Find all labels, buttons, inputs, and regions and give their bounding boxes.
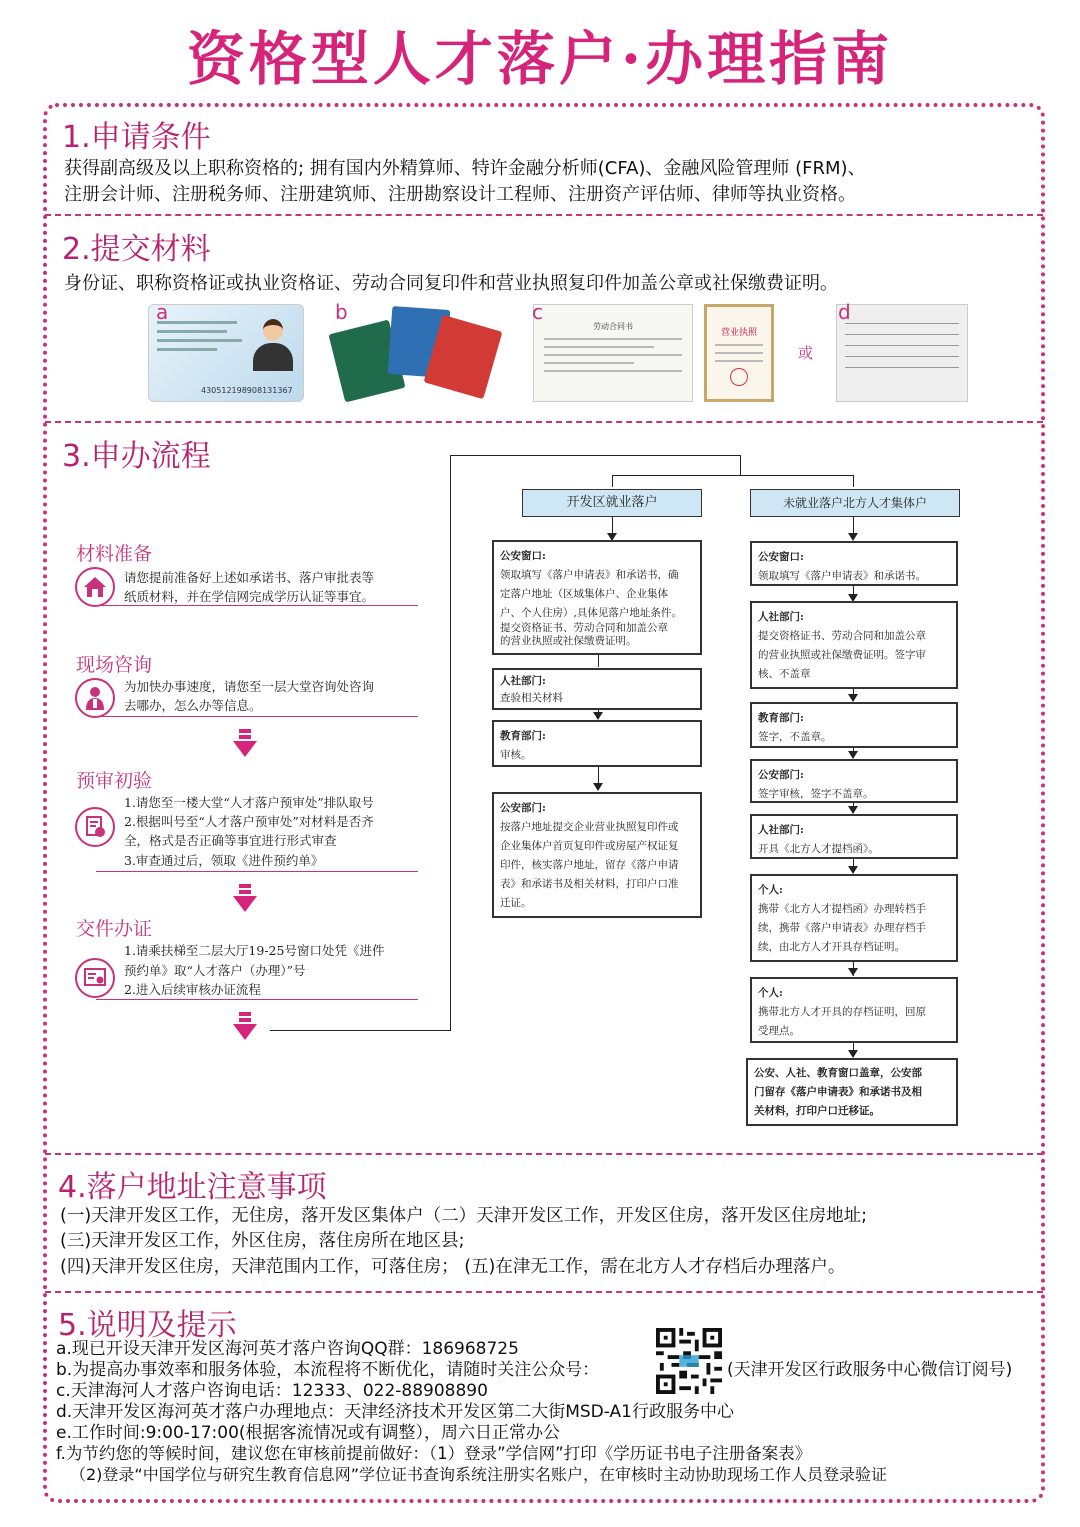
- step-text: 2.根据叫号至“人才落户预审处”对材料是否齐: [124, 814, 374, 829]
- flow-box-title: 公安窗口:: [758, 551, 804, 563]
- section-2-title: 2.提交材料: [62, 232, 211, 267]
- section-divider: [45, 1153, 1043, 1155]
- flow-box-line: 提交资格证书、劳动合同和加盖公章: [758, 630, 926, 642]
- connector-line: [450, 455, 451, 1031]
- flow-box-line: 携带《北方人才提档函》办理转档手: [758, 903, 926, 915]
- section-2-text: 身份证、职称资格证或执业资格证、劳动合同复印件和营业执照复印件加盖公章或社保缴费证明。: [64, 273, 838, 294]
- section-4-title: 4.落户地址注意事项: [58, 1170, 327, 1205]
- flow-box-personal: [750, 874, 958, 962]
- page-title: 资格型人才落户·办理指南: [186, 25, 894, 93]
- step-text: 预约单》取“人才落户（办理）”号: [124, 963, 306, 978]
- arrow-icon: [848, 1050, 858, 1058]
- flow-box-title: 公安部门:: [500, 802, 546, 814]
- qr-code-icon[interactable]: [655, 1328, 723, 1394]
- flow-box-hr: [750, 601, 958, 689]
- flow-box-line: 携带北方人才开具的存档证明，回原: [758, 1006, 926, 1018]
- flow-box-police-window: [750, 541, 958, 586]
- flow-box-line: 审核。: [500, 749, 532, 761]
- step-title-prepare: 材料准备: [76, 543, 153, 565]
- flow-box-line: 领取填写《落户申请表》和承诺书，确: [500, 569, 679, 581]
- flow-box-title: 人社部门:: [758, 824, 804, 836]
- certificate-books-photo: [332, 304, 500, 400]
- flow-box-line: 领取填写《落户申请表》和承诺书。: [758, 570, 926, 582]
- flow-box-line: 门留存《落户申请表》和承诺书及相: [754, 1086, 922, 1098]
- step-text: 为加快办事速度，请您至一层大堂咨询处咨询: [124, 679, 375, 694]
- material-label-d: d: [838, 300, 851, 324]
- arrow-icon: [848, 806, 858, 814]
- contract-title: 劳动合同书: [593, 322, 633, 331]
- connector-line: [612, 475, 853, 476]
- step-title-precheck: 预审初验: [76, 770, 153, 792]
- arrow-icon: [848, 533, 858, 541]
- flow-box-line: 按落户地址提交企业营业执照复印件或: [500, 821, 679, 833]
- step-text: 2.进入后续审核办证流程: [124, 982, 261, 997]
- section-4-line: (一)天津开发区工作，无住房，落开发区集体户（二）天津开发区工作，开发区住房，落开发区住房地址;: [60, 1206, 868, 1226]
- flow-box-police-window: [492, 540, 702, 655]
- connector-line: [270, 1030, 450, 1031]
- note-line: f.为节约您的等候时间，建议您在审核前提前做好：（1）登录”学信网”打印《学历证书电子注册备案表》: [56, 1444, 812, 1463]
- flow-box-hr-letter: [750, 814, 958, 859]
- section-4-line: (四)天津开发区住房，天津范围内工作，可落住房； (五)在津无工作，需在北方人才存档后办理落户。: [60, 1257, 846, 1277]
- flow-box-line: 签字审核，签字不盖章。: [758, 788, 874, 800]
- note-line: b.为提高办事效率和服务体验，本流程将不断优化，请随时关注公众号：: [56, 1360, 600, 1380]
- material-label-c: c: [532, 300, 543, 324]
- id-card-photo: [148, 304, 304, 402]
- flow-head-dev-zone: 开发区就业落户: [522, 489, 702, 517]
- flow-box-line: 关材料，打印户口迁移证。: [754, 1105, 880, 1117]
- flow-box-line: 表》和承诺书及相关材料，打印户口准: [500, 878, 679, 890]
- flow-box-public-security: [750, 759, 958, 803]
- section-5-title: 5.说明及提示: [58, 1308, 237, 1343]
- flow-box-education: [750, 702, 958, 748]
- flow-box-title: 个人:: [758, 987, 783, 999]
- connector-line: [598, 655, 599, 667]
- id-card-number: 430512198908131367: [201, 386, 293, 395]
- section-4-line: (三)天津开发区工作，外区住房，落住房所在地区县;: [60, 1231, 465, 1251]
- flow-box-line: 续，携带《落户申请表》办理存档手: [758, 922, 926, 934]
- down-arrow-icon: [232, 729, 258, 759]
- step-text: 3.审查通过后，领取《进件预约单》: [124, 853, 324, 868]
- arrow-icon: [848, 751, 858, 759]
- flow-box-line: 核、不盖章: [758, 668, 811, 680]
- document-check-icon: [75, 807, 115, 847]
- flow-box-line: 迁证。: [500, 897, 532, 909]
- flow-box-personal-return: [750, 977, 958, 1043]
- flow-box-line: 签字，不盖章。: [758, 731, 832, 743]
- section-divider: [45, 421, 1043, 423]
- section-1-line: 注册会计师、注册税务师、注册建筑师、注册勘察设计工程师、注册资产评估师、律师等执业资格。: [64, 184, 856, 205]
- step-underline: [96, 871, 418, 872]
- step-title-submit: 交件办证: [76, 918, 153, 940]
- flow-box-title: 人社部门:: [758, 611, 804, 623]
- connector-line: [450, 455, 740, 456]
- flow-box-public-security: [492, 792, 702, 918]
- note-line: e.工作时间:9:00-17:00(根据客流情况或有调整），周六日正常办公: [56, 1423, 561, 1443]
- house-icon: [75, 567, 115, 607]
- flow-box-title: 个人:: [758, 884, 783, 896]
- avatar: [253, 319, 293, 371]
- flow-box-line: 定落户地址（区域集体户、企业集体: [500, 588, 668, 600]
- flow-box-line: 提交资格证书、劳动合同和加盖公章: [500, 622, 668, 634]
- step-text: 请您提前准备好上述如承诺书、落户审批表等: [124, 570, 375, 585]
- arrow-icon: [593, 712, 603, 720]
- flow-box-line: 查验相关材料: [500, 692, 563, 704]
- down-arrow-icon: [232, 884, 258, 914]
- flow-box-title: 教育部门:: [500, 730, 546, 742]
- business-license-photo: [704, 304, 774, 402]
- flow-box-line: 的营业执照或社保缴费证明。签字审: [758, 649, 926, 661]
- flow-box-title: 公安部门:: [758, 769, 804, 781]
- section-1-line: 获得副高级及以上职称资格的; 拥有国内外精算师、特许金融分析师(CFA)、金融风险管理师 (FRM)、: [64, 158, 866, 179]
- note-line: c.天津海河人才落户咨询电话：12333、022-88908890: [56, 1381, 488, 1401]
- step-text: 1.请乘扶梯至二层大厅19-25号窗口处凭《进件: [124, 943, 385, 958]
- labor-contract-photo: [533, 304, 693, 402]
- connector-line: [853, 475, 854, 487]
- step-text: 纸质材料，并在学信网完成学历认证等事宜。: [124, 589, 375, 604]
- step-text: 1.请您至一楼大堂“人才落户预审处”排队取号: [124, 795, 374, 810]
- section-3-title: 3.申办流程: [62, 439, 211, 474]
- arrow-icon: [593, 783, 603, 791]
- certificate-icon: [75, 958, 115, 998]
- flow-head-north-talent: 未就业落户北方人才集体户: [750, 489, 960, 517]
- flow-box-hr: [492, 668, 702, 710]
- person-icon: [75, 678, 115, 718]
- flow-box-line: 户、个人住房）,具体见落户地址条件。: [500, 607, 682, 619]
- id-card-lines: [157, 315, 247, 357]
- flow-box-title: 教育部门:: [758, 712, 804, 724]
- section-divider: [45, 1291, 1043, 1293]
- material-label-b: b: [335, 300, 348, 324]
- flow-box-line: 续，由北方人才开具存档证明。: [758, 941, 905, 953]
- flow-box-title: 公安窗口:: [500, 550, 546, 562]
- step-text: 去哪办，怎么办等信息。: [124, 698, 262, 713]
- section-divider: [45, 214, 1043, 216]
- flow-box-title: 人社部门:: [500, 675, 546, 687]
- flow-box-final: [746, 1058, 958, 1126]
- license-title: 营业执照: [720, 328, 757, 338]
- flow-box-line: 的营业执照或社保缴费证明。: [500, 635, 637, 647]
- flow-box-line: 印件，核实落户地址，留存《落户申请: [500, 859, 679, 871]
- or-text: 或: [798, 344, 814, 362]
- connector-line: [612, 475, 613, 487]
- arrow-icon: [848, 694, 858, 702]
- flow-box-line: 开具《北方人才提档函》。: [758, 843, 879, 855]
- material-label-a: a: [156, 300, 169, 324]
- step-underline: [96, 716, 418, 717]
- step-text: 全，格式是否正确等事宜进行形式审查: [124, 833, 337, 848]
- flow-box-line: 企业集体户首页复印件或房屋产权证复: [500, 840, 679, 852]
- section-1-title: 1.申请条件: [62, 120, 211, 155]
- step-underline: [96, 605, 418, 606]
- note-line: （2)登录“中国学位与研究生教育信息网”学位证书查询系统注册实名账户，在审核时主动协助现场工作人员登录验证: [70, 1465, 888, 1484]
- connector-line: [740, 455, 741, 475]
- arrow-icon: [848, 866, 858, 874]
- note-line: d.天津开发区海河英才落户办理地点：天津经济技术开发区第二大街MSD-A1行政服务中心: [56, 1402, 734, 1422]
- arrow-icon: [848, 968, 858, 976]
- step-underline: [96, 999, 418, 1000]
- note-line: a.现已开设天津开发区海河英才落户咨询QQ群：186968725: [56, 1339, 519, 1359]
- flow-box-line: 公安、人社、教育窗口盖章，公安部: [754, 1067, 922, 1079]
- step-title-consult: 现场咨询: [76, 654, 153, 676]
- flow-box-line: 受理点。: [758, 1025, 800, 1037]
- social-security-photo: [836, 304, 968, 402]
- flow-box-education: [492, 720, 702, 767]
- down-arrow-icon: [232, 1012, 258, 1042]
- qr-caption: (天津开发区行政服务中心微信订阅号): [727, 1360, 1013, 1380]
